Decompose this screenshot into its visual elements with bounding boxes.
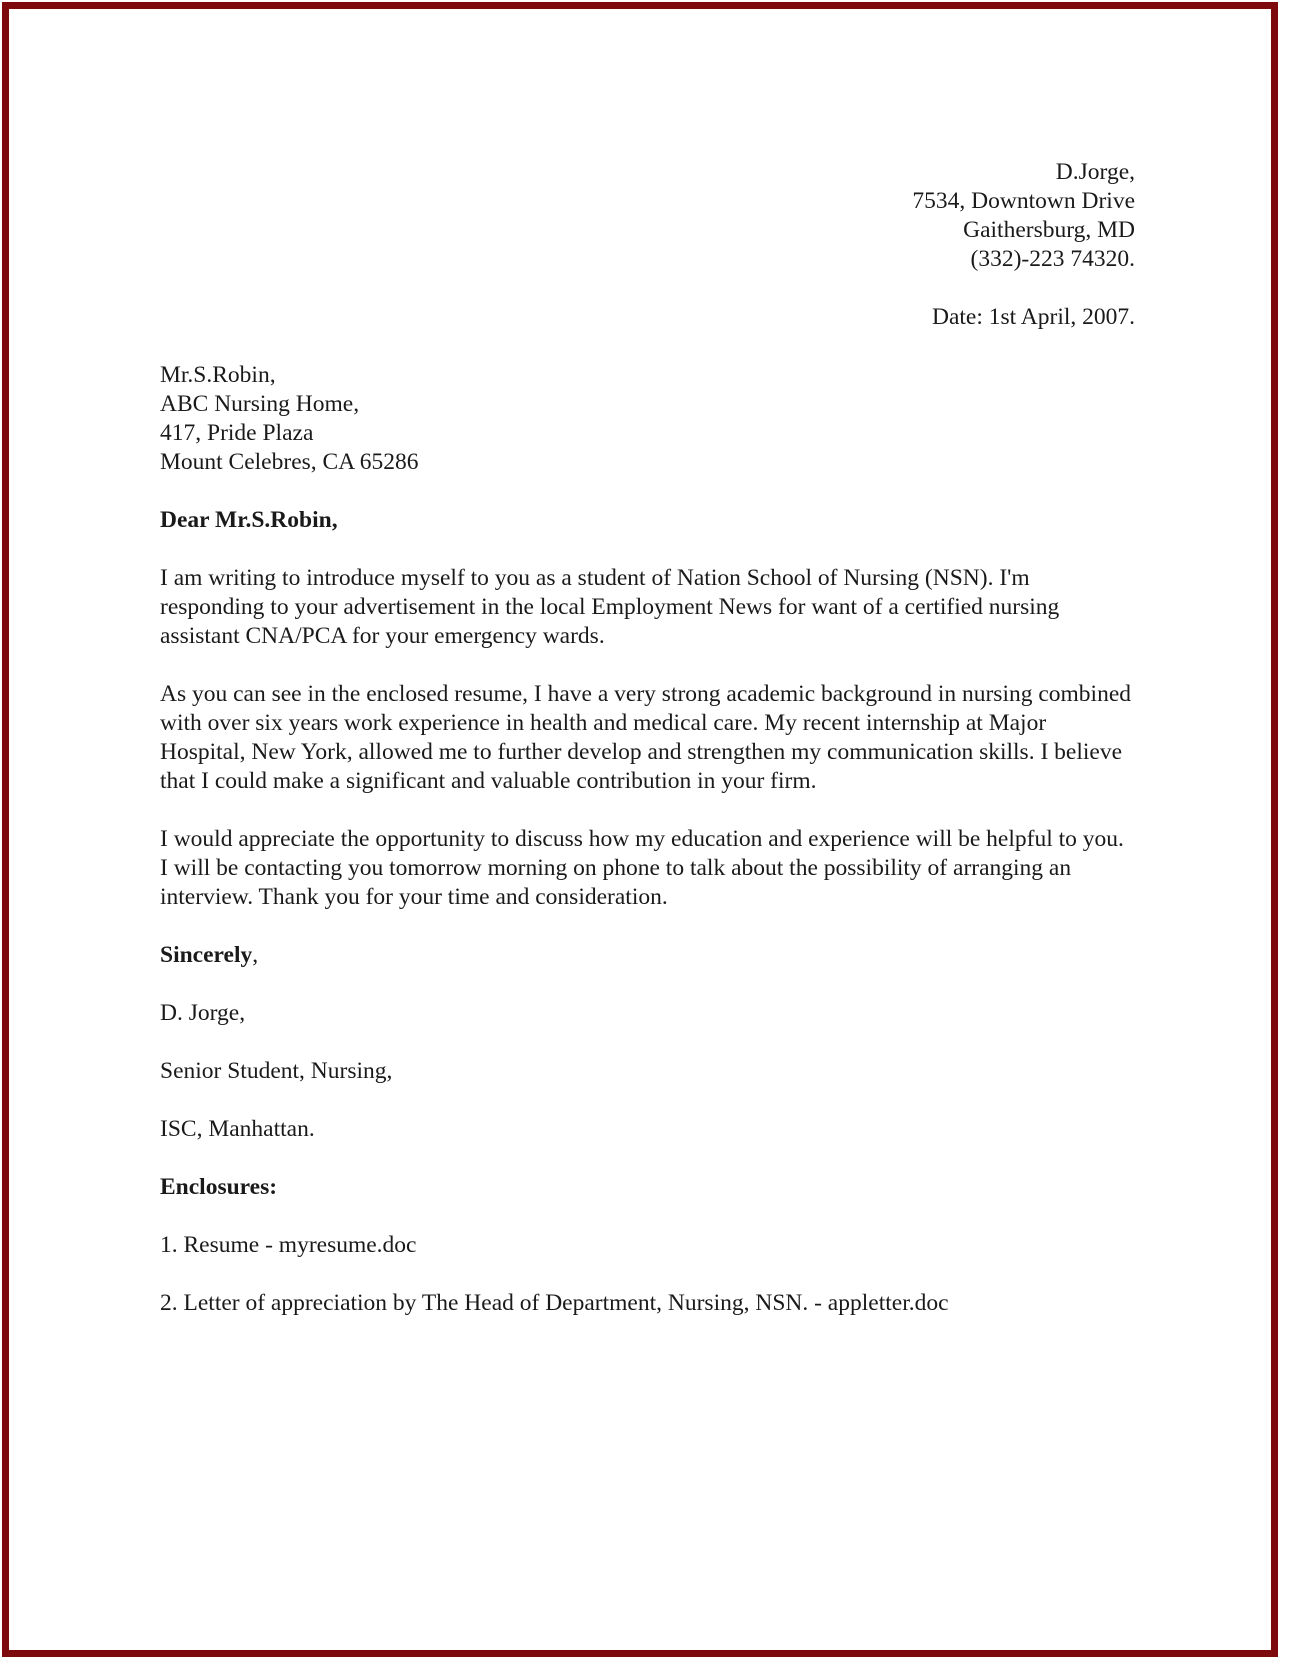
enclosure-item-resume: 1. Resume - myresume.doc bbox=[160, 1232, 417, 1258]
body-paragraph-intro: I am writing to introduce myself to you as a student of Nation School of Nursing (NSN). I'm responding to your advertisement in the local Employment News for want of a certified nursing assistant CNA/PCA for your emergency wards. bbox=[160, 565, 1060, 649]
recipient-organization: ABC Nursing Home, bbox=[160, 391, 360, 417]
recipient-address-block bbox=[160, 361, 1135, 477]
signature-institution: ISC, Manhattan. bbox=[160, 1116, 315, 1142]
recipient-name: Mr.S.Robin, bbox=[160, 362, 276, 388]
sender-street: 7534, Downtown Drive bbox=[912, 188, 1135, 214]
salutation: Dear Mr.S.Robin, bbox=[160, 507, 338, 533]
sender-address-block bbox=[160, 158, 1135, 274]
recipient-city: Mount Celebres, CA 65286 bbox=[160, 449, 419, 475]
letter-date: Date: 1st April, 2007. bbox=[932, 304, 1135, 330]
sender-phone: (332)-223 74320. bbox=[970, 246, 1135, 272]
closing-line bbox=[160, 941, 1135, 970]
body-paragraph-background: As you can see in the enclosed resume, I have a very strong academic background in nursing combined with over six years work experience in health and medical care. My recent internship at Major Hospital, New York, allowed me to further develop and strengthen my communication skills. I believe that I could make a significant and valuable contribution in your firm. bbox=[160, 681, 1132, 794]
signature-name: D. Jorge, bbox=[160, 1000, 246, 1026]
enclosure-item-appreciation-letter: 2. Letter of appreciation by The Head of Department, Nursing, NSN. - appletter.doc bbox=[160, 1290, 949, 1316]
body-paragraph-request: I would appreciate the opportunity to discuss how my education and experience will be helpful to you. I will be contacting you tomorrow morning on phone to talk about the possibility of arranging an interview. Thank you for your time and consideration. bbox=[160, 826, 1124, 910]
sender-city: Gaithersburg, MD bbox=[963, 217, 1135, 243]
sender-name: D.Jorge, bbox=[1055, 159, 1135, 185]
closing-word: Sincerely bbox=[160, 942, 253, 968]
closing-punct: , bbox=[252, 942, 259, 968]
signature-title: Senior Student, Nursing, bbox=[160, 1058, 393, 1084]
letter-body bbox=[160, 158, 1135, 1318]
recipient-street: 417, Pride Plaza bbox=[160, 420, 314, 446]
enclosures-heading: Enclosures: bbox=[160, 1174, 278, 1200]
